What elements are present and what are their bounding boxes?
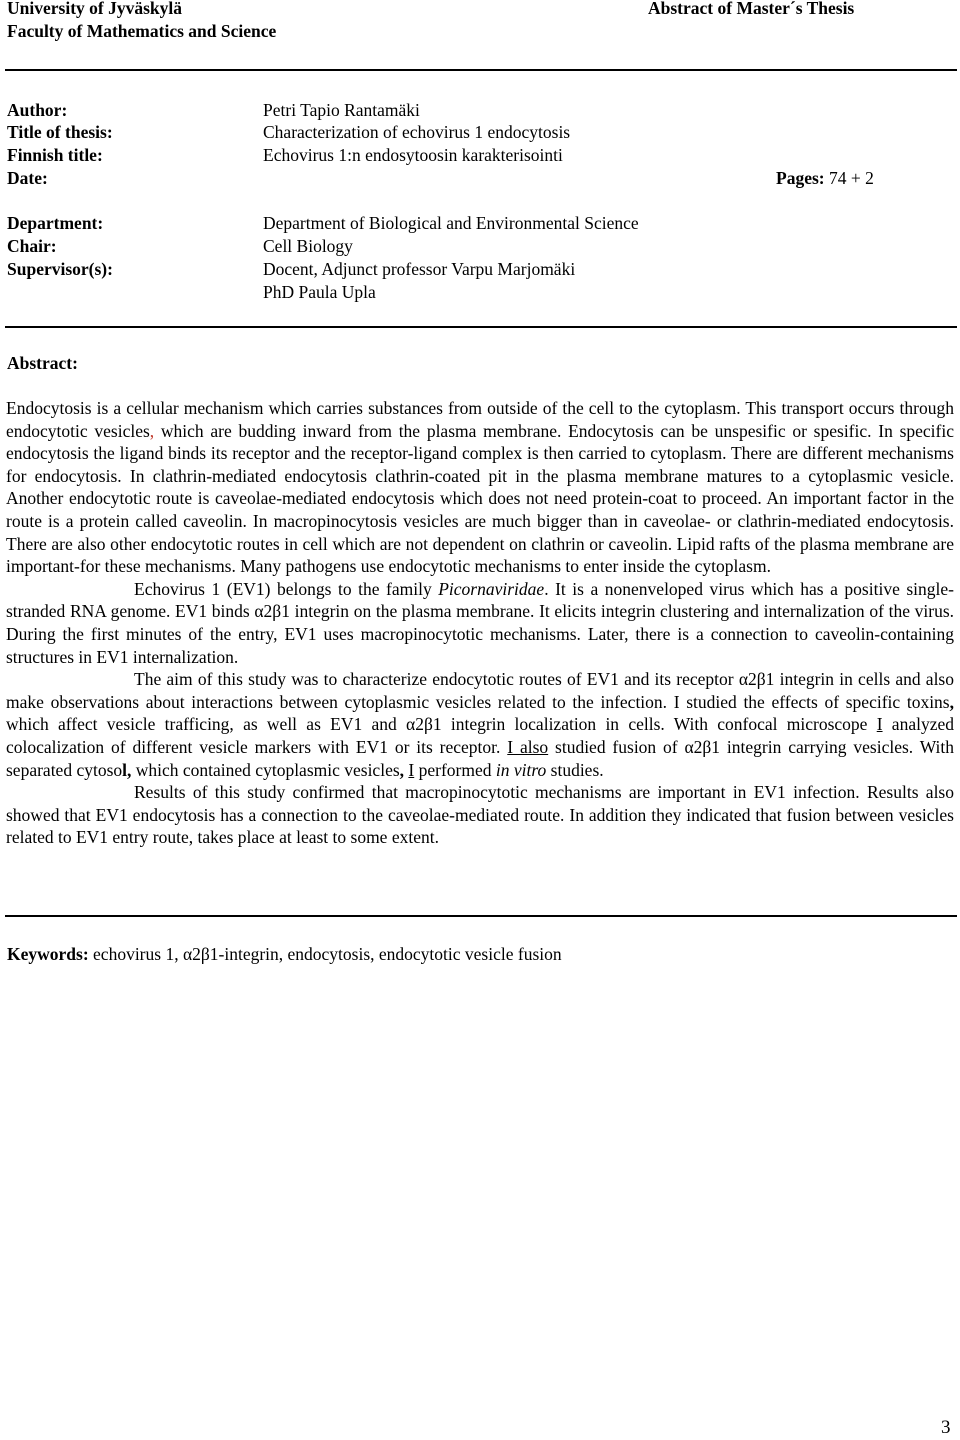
- author-label: Author:: [7, 100, 68, 120]
- chair-value: Cell Biology: [263, 236, 353, 256]
- header-divider: [5, 69, 957, 71]
- document-type: Abstract of Master´s Thesis: [648, 0, 855, 18]
- abstract-paragraph-4: Results of this study confirmed that macropinocytotic mechanisms are important in EV1 infection. Results also showed that EV1 endocytosis has a connection to the caveolae-mediated route. In addition they indicated that fusion between vesicles related to EV1 entry route, takes place at least to some extent.: [6, 782, 954, 848]
- university-name: University of Jyväskylä: [7, 0, 182, 18]
- page-number: 3: [941, 1417, 951, 1438]
- department-label: Department:: [7, 213, 104, 233]
- supervisor-2: PhD Paula Upla: [263, 282, 376, 302]
- finnish-title-value: Echovirus 1:n endosytoosin karakterisointi: [263, 145, 563, 165]
- abstract-body: [6, 397, 954, 849]
- keywords-value: echovirus 1, α2β1-integrin, endocytosis, endocytotic vesicle fusion: [88, 944, 562, 964]
- supervisor-label: Supervisor(s):: [7, 259, 113, 279]
- date-label: Date:: [7, 168, 48, 188]
- abstract-heading: Abstract:: [7, 353, 78, 373]
- pages-field: [776, 167, 874, 189]
- faculty-name: Faculty of Mathematics and Science: [7, 21, 277, 41]
- meta-divider: [5, 326, 957, 328]
- abstract-paragraph-1: Endocytosis is a cellular mechanism which carries substances from outside of the cell to the cytoplasm. This transport occurs through endocytotic vesicles, which are budding inward from the plasma membrane. Endocytosis can be unspesific or spesific. In specific endocytosis the ligand binds its receptor and the receptor-ligand complex is then carried to cytoplasm. There are different mechanisms for endocytosis. In clathrin-mediated endocytosis clathrin-coated pit in the plasma membrane matures to a cytoplasmic vesicle. Another endocytotic route is caveolae-mediated endocytosis which does not need protein-coat to proceed. An important factor in the route is a protein called caveolin. In macropinocytosis vesicles are much bigger than in caveolae- or clathrin-mediated endocytosis. There are also other endocytotic routes in cell which are not dependent on clathrin or caveolin. Lipid rafts of the plasma membrane are important-for these mechanisms. Many pathogens use endocytotic mechanisms to enter inside the cytoplasm.: [6, 398, 954, 577]
- author-value: Petri Tapio Rantamäki: [263, 100, 420, 120]
- abstract-paragraph-3: The aim of this study was to characterize endocytotic routes of EV1 and its receptor α2β1 integrin in cells and also make observations about interactions between cytoplasmic vesicles related to the infection. I studied the effects of specific toxins, which affect vesicle trafficing, as well as EV1 and α2β1 integrin localization in cells. With confocal microscope I analyzed colocalization of different vesicle markers with EV1 or its receptor. I also studied fusion of α2β1 integrin carrying vesicles. With separated cytosol, which contained cytoplasmic vesicles, I performed in vitro studies.: [6, 669, 954, 780]
- chair-label: Chair:: [7, 236, 57, 256]
- title-label: Title of thesis:: [7, 122, 113, 142]
- abstract-divider: [5, 915, 957, 917]
- finnish-title-label: Finnish title:: [7, 145, 103, 165]
- pages-value: 74 + 2: [828, 168, 874, 188]
- keywords-label: Keywords:: [7, 944, 89, 964]
- pages-label: Pages:: [776, 168, 825, 188]
- keywords-line: [7, 943, 562, 965]
- supervisor-1: Docent, Adjunct professor Varpu Marjomäki: [263, 259, 576, 279]
- department-value: Department of Biological and Environmental Science: [263, 213, 639, 233]
- abstract-paragraph-2: Echovirus 1 (EV1) belongs to the family Picornaviridae. It is a nonenveloped virus which has a positive single-stranded RNA genome. EV1 binds α2β1 integrin on the plasma membrane. It elicits integrin clustering and internalization of the virus. During the first minutes of the entry, EV1 uses macropinocytotic mechanisms. Later, there is a connection to caveolin-containing structures in EV1 internalization.: [6, 578, 955, 667]
- title-value: Characterization of echovirus 1 endocytosis: [263, 122, 571, 142]
